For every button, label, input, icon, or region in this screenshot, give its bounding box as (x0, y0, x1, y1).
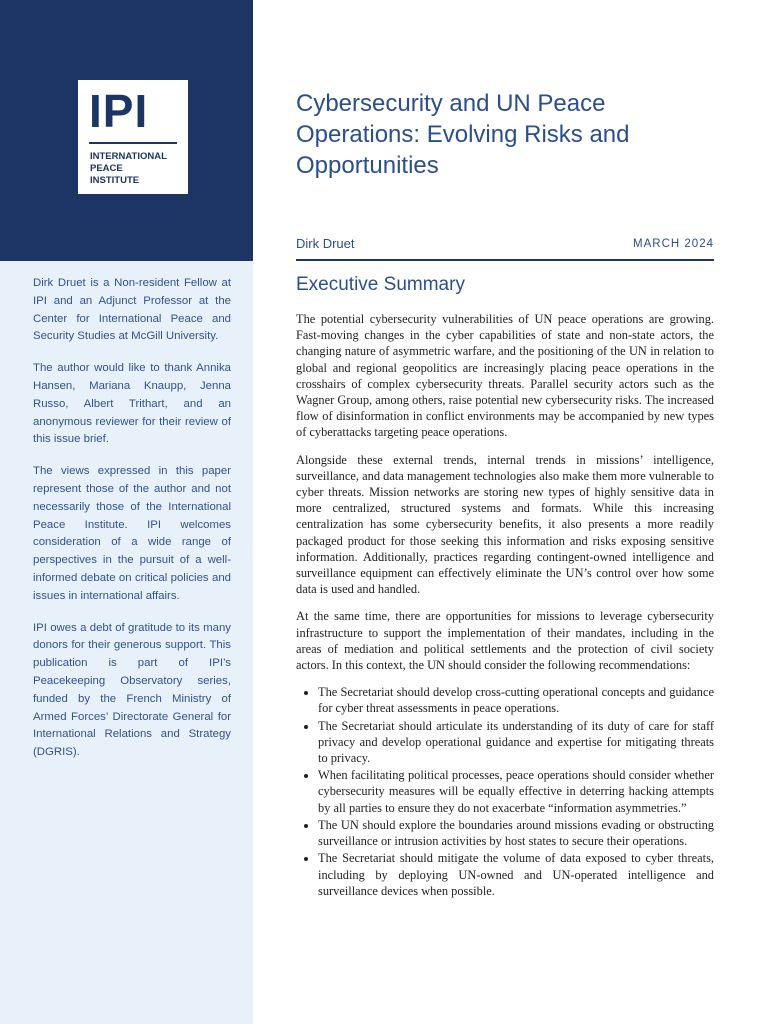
header-divider (296, 259, 714, 261)
funding-note: IPI owes a debt of gratitude to its many donors for their generous support. This publication is part of IPI’s Peacekeeping Observatory series, funded by the French Ministry of Armed Forces’ Directorate General for International Relations and Strategy (DGRIS). (33, 621, 231, 759)
logo-mark: IPI (89, 85, 149, 137)
summary-paragraph: At the same time, there are opportunities for missions to leverage cybersecurity infrastructure to support the implementation of their mandates, including in the areas of mediation and political settlements and the protection of civil society actors. In this context, the UN should consider the following recommendations: (296, 609, 714, 673)
recommendation-item: • The UN should explore the boundaries around missions evading or obstructing surveillance or intrusion activities by host states to secure their operations. (318, 817, 714, 849)
recommendation-item: • The Secretariat should mitigate the volume of data exposed to cyber threats, including by deploying UN-owned and UN-operated intelligence and surveillance devices when possible. (318, 850, 714, 899)
publication-date: MARCH 2024 (633, 238, 714, 250)
logo-text (90, 151, 167, 187)
logo-line: INTERNATIONAL (90, 151, 167, 162)
recommendation-item: • The Secretariat should articulate its understanding of its duty of care for staff privacy and develop operational guidance and expertise for mitigating threats to privacy. (318, 718, 714, 767)
acknowledgments: The author would like to thank Annika Hansen, Mariana Knaupp, Jenna Russo, Albert Trithart, and an anonymous reviewer for their review of this issue brief. (33, 362, 231, 446)
logo-line: PEACE (90, 163, 123, 174)
recommendations-list (296, 684, 714, 899)
author-name: Dirk Druet (296, 236, 355, 251)
sidebar-notes (33, 275, 231, 776)
recommendation-item: • The Secretariat should develop cross-cutting operational concepts and guidance for cyber threat assessments in peace operations. (318, 684, 714, 716)
logo-line: INSTITUTE (90, 175, 140, 186)
document-title: Cybersecurity and UN Peace Operations: Evolving Risks and Opportunities (296, 90, 630, 179)
author-bio: Dirk Druet is a Non-resident Fellow at IPI and an Adjunct Professor at the Center for International Peace and Security Studies at McGill University. (33, 277, 231, 343)
disclaimer: The views expressed in this paper represent those of the author and not necessarily those of the International Peace Institute. IPI welcomes consideration of a wide range of perspectives in the pursuit of a well-informed debate on critical policies and issues in international affairs. (33, 465, 231, 602)
summary-paragraph: Alongside these external trends, internal trends in missions’ intelligence, surveillance, and data management technologies also make them more vulnerable to cyber threats. Mission networks are storing new types of highly sensitive data in more centralized, structured systems and formats. While this increasing centralization has some cybersecurity benefits, it also presents a more readily packaged product for those seeking this information and risks exposing sensitive information. Additionally, practices regarding contingent-owned intelligence and surveillance equipment can effectively eliminate the UN’s control over how some data is used and handled. (296, 452, 714, 597)
recommendation-item: • When facilitating political processes, peace operations should consider whether cybersecurity measures will be equally effective in deterring hacking attempts by all parties to ensure they do not exacerbate “information asymmetries.” (318, 767, 714, 816)
executive-summary-body (296, 311, 714, 900)
section-heading: Executive Summary (296, 274, 465, 295)
logo-divider (89, 142, 177, 144)
ipi-logo (78, 80, 188, 194)
summary-paragraph: The potential cybersecurity vulnerabilities of UN peace operations are growing. Fast-moving changes in the cyber capabilities of state and non-state actors, the changing nature of asymmetric warfare, and the positioning of the UN in relation to global and regional geopolitics are increasingly placing peace operations in the crosshairs of complex cybersecurity threats. Parallel security actors such as the Wagner Group, among others, raise potential new cybersecurity risks. The increased flow of disinformation in conflict environments may be accompanied by new types of cyberattacks targeting peace operations. (296, 312, 714, 440)
